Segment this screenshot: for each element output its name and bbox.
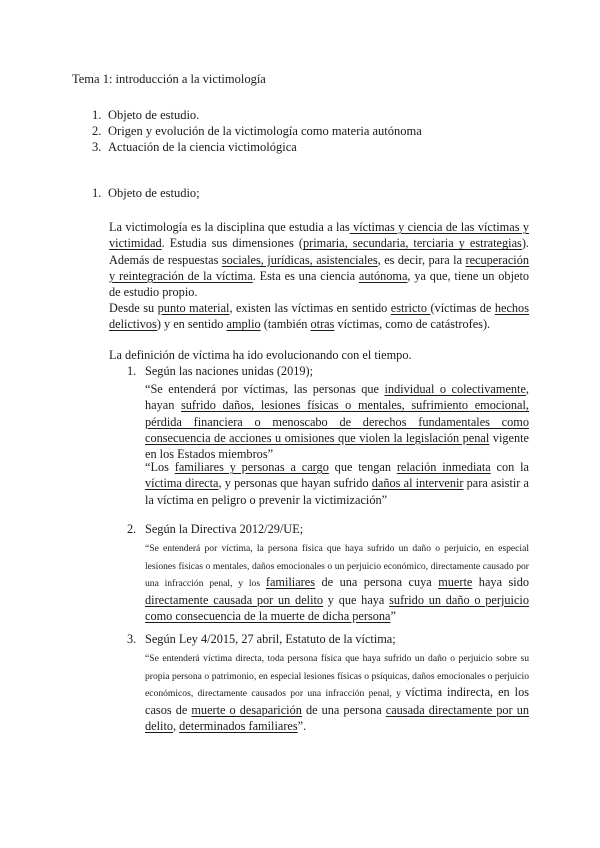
section-title: Objeto de estudio; [108, 186, 200, 200]
paragraph-evolution: La definición de víctima ha ido evolucionando con el tiempo. [109, 348, 412, 362]
quote-un-1: “Se entenderá por víctimas, las personas que individual o colectivamente, hayan sufrido daños, lesiones físicas o mentales, sufrimiento emocional, pérdida financiera o menoscabo de derechos fundamentales como consecuencia de acciones u omisiones que violen la legislación penal vigente en los Estados miembros” [145, 382, 529, 462]
toc-number: 2. [92, 124, 102, 138]
toc-label: Actuación de la ciencia victimológica [108, 140, 297, 154]
subsection-heading-3: 3. Según Ley 4/2015, 27 abril, Estatuto de la víctima; [127, 632, 396, 646]
toc-label: Origen y evolución de la victimología como materia autónoma [108, 124, 422, 138]
paragraph-definition: La victimología es la disciplina que estudia a las víctimas y ciencia de las víctimas y victimidad. Estudia sus dimensiones (primaria, secundaria, terciaria y estrategias). Además de respuestas sociales, jurídicas, asistenciales, es decir, para la recuperación y reintegración de la víctima. Esta es una ciencia autónoma, ya que, tiene un objeto de estudio propio. [109, 220, 530, 300]
toc-item-2 [92, 124, 422, 139]
quote-directive: “Se entenderá por víctima, la persona física que haya sufrido un daño o perjuicio, en especial lesiones físicas o mentales, daños emocionales o un perjuicio económico, directamente causado por una infracción penal, y los familiares de una persona cuya muerte haya sido directamente causada por un delito y que haya sufrido un daño o perjuicio como consecuencia de la muerte de dicha persona” [145, 543, 529, 623]
document-title: Tema 1: introducción a la victimología [72, 72, 266, 86]
subsection-heading-1: 1. Según las naciones unidas (2019); [127, 364, 314, 378]
quote-un-2: “Los familiares y personas a cargo que tengan relación inmediata con la víctima directa, y personas que hayan sufrido daños al intervenir para asistir a la víctima en peligro o prevenir la victimización” [145, 460, 529, 507]
toc-label: Objeto de estudio. [108, 108, 200, 122]
toc-number: 1. [92, 108, 102, 122]
toc-number: 3. [92, 140, 102, 154]
section-number: 1. [92, 186, 102, 200]
quote-statute: “Se entenderá víctima directa, toda persona física que haya sufrido un daño o perjuicio sobre su propia persona o patrimonio, en especial lesiones físicas o psíquicas, daños emocionales o perjuicio económicos, directamente causados por una infracción penal, y víctima indirecta, en los casos de muerte o desaparición de una persona causada directamente por un delito, determinados familiares”. [145, 653, 530, 733]
toc-item-1 [92, 108, 199, 123]
subsection-heading-2: 2. Según la Directiva 2012/29/UE; [127, 522, 304, 536]
paragraph-material: Desde su punto material, existen las víctimas en sentido estricto (víctimas de hechos delictivos) y en sentido amplio (también otras víctimas, como de catástrofes). [109, 301, 529, 332]
toc-item-3 [92, 140, 297, 155]
section-heading [92, 186, 200, 201]
